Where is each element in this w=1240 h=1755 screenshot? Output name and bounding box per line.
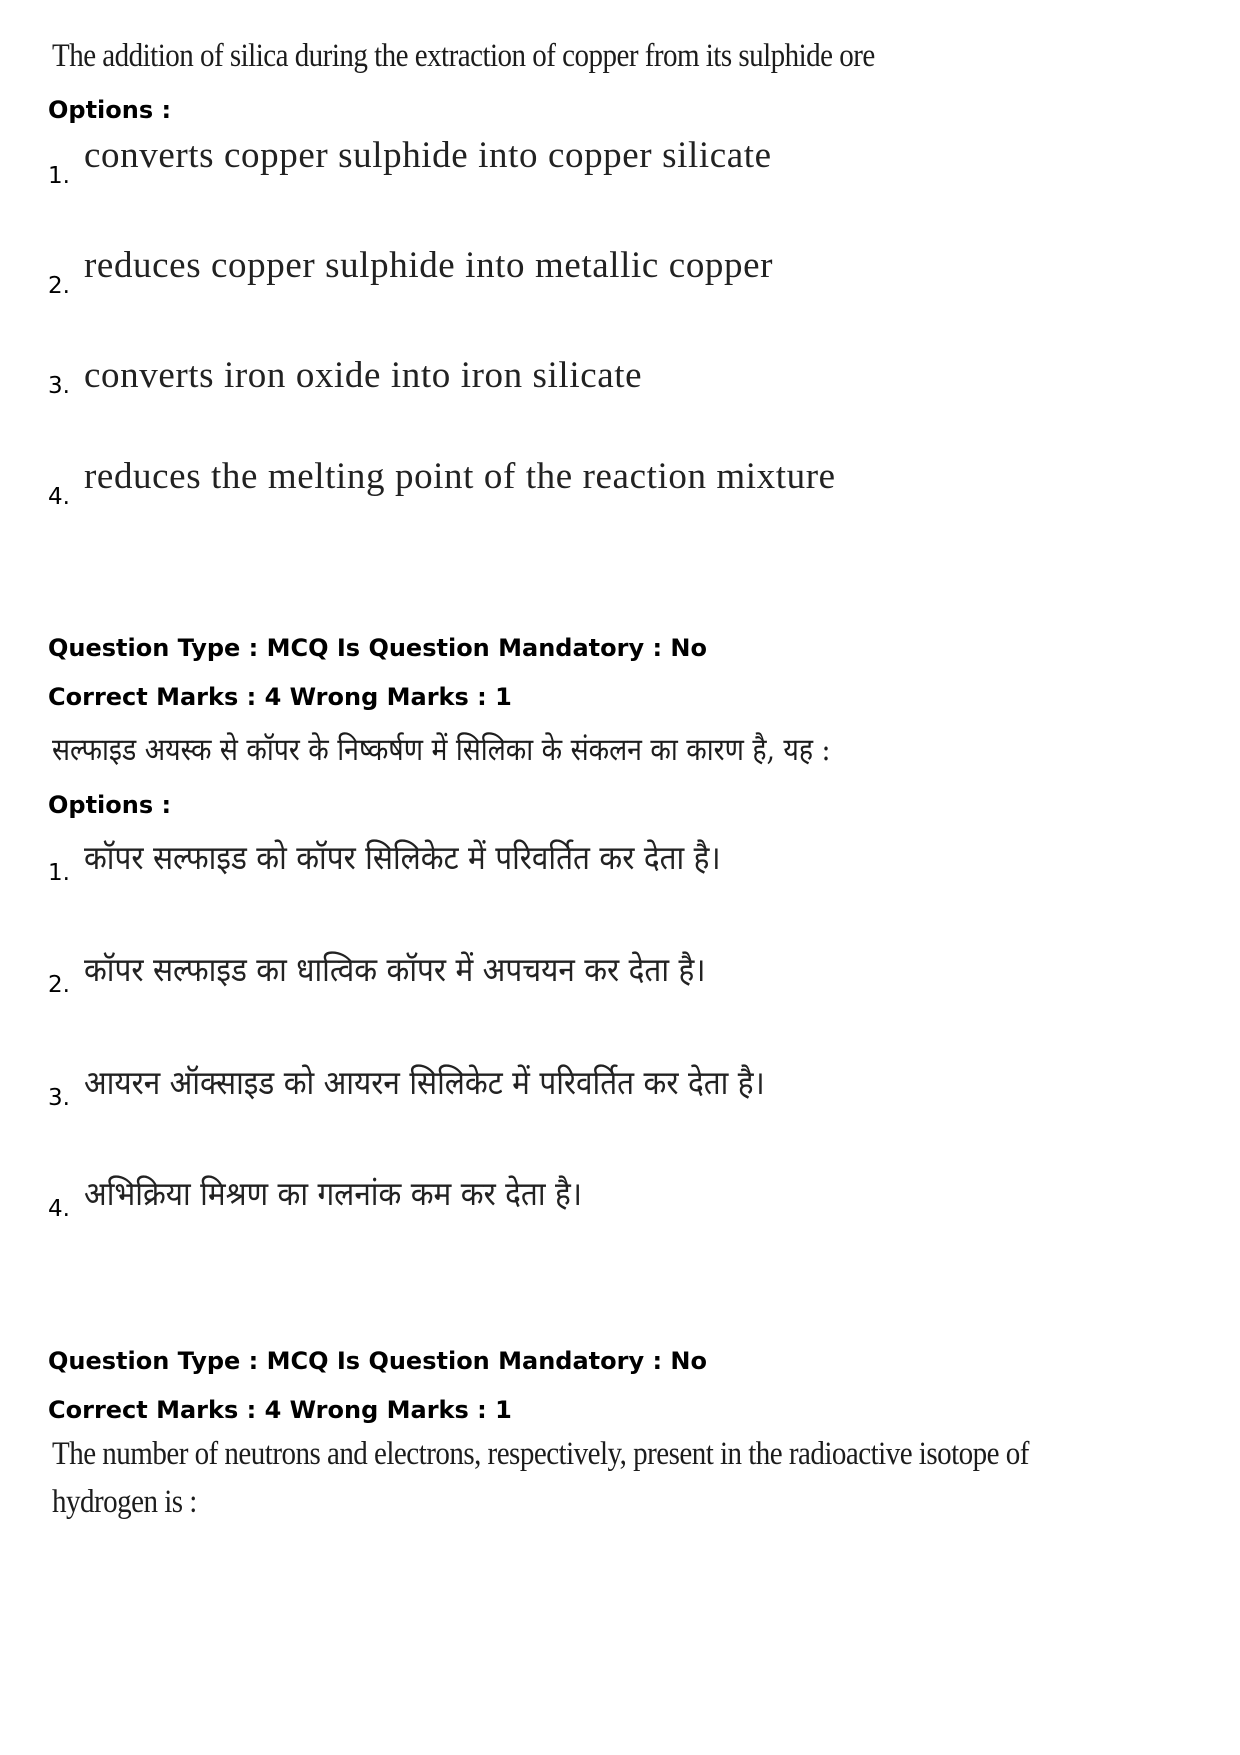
option-text: आयरन ऑक्साइड को आयरन सिलिकेट में परिवर्तित कर देता है। [84,1063,765,1102]
option-text: converts iron oxide into iron silicate [84,355,643,396]
option-number: 4. [48,484,70,510]
option-text: reduces copper sulphide into metallic copper [84,245,774,286]
options-label: Options : [48,791,172,819]
option-number: 2. [48,972,70,998]
option-number: 3. [48,1085,70,1111]
option-number: 1. [48,163,70,189]
options-label: Options : [48,96,172,124]
marks-line: Correct Marks : 4 Wrong Marks : 1 [48,1396,512,1424]
option-text: कॉपर सल्फाइड का धात्विक कॉपर में अपचयन कर देता है। [84,950,706,989]
option-text: अभिक्रिया मिश्रण का गलनांक कम कर देता है। [84,1174,583,1213]
option-number: 3. [48,373,70,399]
question-type-line: Question Type : MCQ Is Question Mandatory : No [48,1347,707,1375]
option-number: 2. [48,273,70,299]
marks-line: Correct Marks : 4 Wrong Marks : 1 [48,683,512,711]
question-text: सल्फाइड अयस्क से कॉपर के निष्कर्षण में सिलिका के संकलन का कारण है, यह : [52,732,831,768]
question-type-line: Question Type : MCQ Is Question Mandatory : No [48,634,707,662]
option-text: कॉपर सल्फाइड को कॉपर सिलिकेट में परिवर्तित कर देता है। [84,838,721,877]
question-text-line-1: The number of neutrons and electrons, respectively, present in the radioactive isotope of [52,1436,1029,1472]
option-text: converts copper sulphide into copper silicate [84,135,772,176]
option-text: reduces the melting point of the reaction mixture [84,456,836,497]
question-text-line-2: hydrogen is : [52,1484,197,1520]
option-number: 1. [48,860,70,886]
option-number: 4. [48,1196,70,1222]
question-text: The addition of silica during the extraction of copper from its sulphide ore [52,38,875,74]
